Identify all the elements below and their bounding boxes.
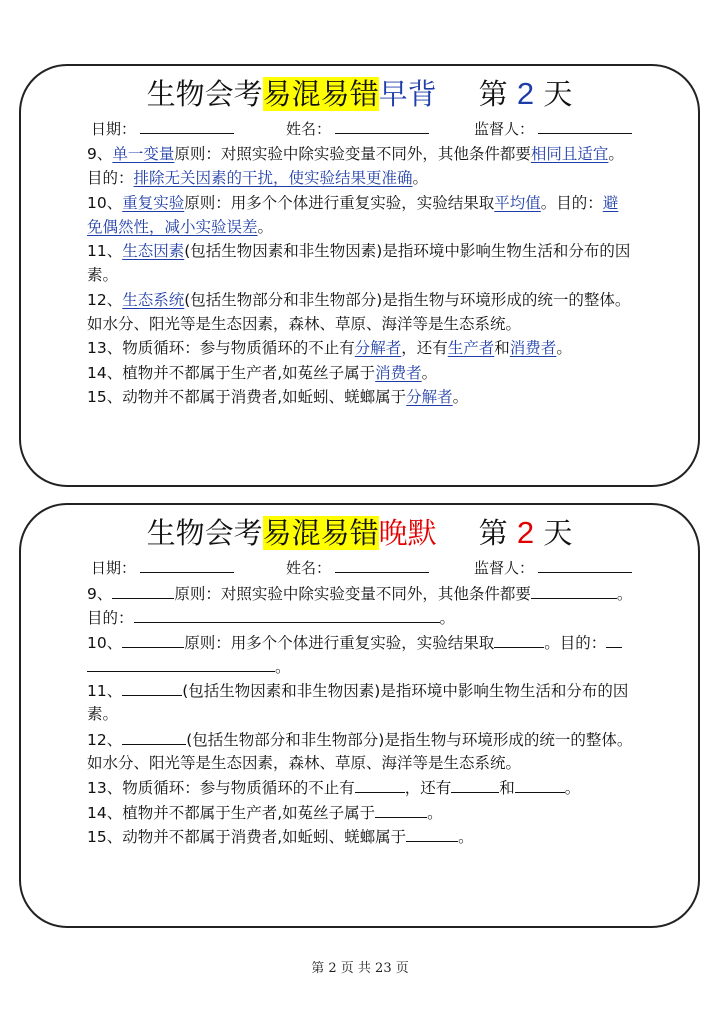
fill-blank[interactable] <box>122 630 184 648</box>
meta-row <box>91 116 651 140</box>
list-item: 14、植物并不都属于生产者,如菟丝子属于 。 <box>87 800 697 824</box>
list-item: 13、物质循环：参与物质循环的不止有 ，还有 和 。 <box>87 775 697 799</box>
list-item: 12、生态系统(包括生物部分和非生物部分)是指生物与环境形成的统一的整体。 <box>87 290 631 309</box>
list-item: 如水分、阳光等是生态因素，森林、草原、海洋等是生态系统。 <box>87 754 522 773</box>
title-highlight: 易混易错 <box>262 516 379 550</box>
fill-blank[interactable] <box>406 824 458 842</box>
meta-row <box>91 555 651 579</box>
list-item: 10、 原则：用多个个体进行重复实验，实验结果取 。目的： <box>87 630 697 654</box>
list-item: 13、物质循环：参与物质循环的不止有分解者，还有生产者和消费者。 <box>87 339 572 358</box>
fill-blank[interactable] <box>375 800 427 818</box>
title-suffix: 晚默 <box>378 516 437 550</box>
name-field[interactable]: 姓名： <box>286 555 429 580</box>
fill-blank[interactable] <box>122 678 182 696</box>
list-item: 12、 (包括生物部分和非生物部分)是指生物与环境形成的统一的整体。 <box>87 727 697 751</box>
fill-blank[interactable] <box>87 654 275 672</box>
list-item: 14、植物并不都属于生产者,如菟丝子属于消费者。 <box>87 363 438 382</box>
fill-blank[interactable] <box>515 775 565 793</box>
list-item: 如水分、阳光等是生态因素，森林、草原、海洋等是生态系统。 <box>87 315 522 334</box>
day-number: 2 <box>516 515 535 550</box>
page-footer: 第 2 页 共 23 页 <box>311 961 409 976</box>
name-field[interactable]: 姓名： <box>286 116 429 141</box>
list-item: 11、 (包括生物因素和非生物因素)是指环境中影响生物生活和分布的因 <box>87 678 697 702</box>
title-prefix: 生物会考 <box>146 77 263 111</box>
list-item: 9、 原则：对照实验中除实验变量不同外，其他条件都要 。 <box>87 581 697 605</box>
fill-blank[interactable] <box>112 581 174 599</box>
list-item: 9、单一变量原则：对照实验中除实验变量不同外，其他条件都要相同且适宜。 <box>87 145 624 163</box>
title-prefix: 生物会考 <box>146 516 263 550</box>
fill-blank[interactable] <box>494 630 544 648</box>
day-label: 第 2 天 <box>478 515 573 550</box>
card-title <box>21 74 698 114</box>
day-number: 2 <box>516 76 535 111</box>
list-item: 15、动物并不都属于消费者,如蚯蚓、蜣螂属于 。 <box>87 824 697 848</box>
title-highlight: 易混易错 <box>262 77 379 111</box>
card-body <box>87 581 697 848</box>
morning-memorize-card <box>19 64 700 487</box>
card-body <box>87 142 697 409</box>
fill-blank[interactable] <box>451 775 499 793</box>
list-item: 11、生态因素(包括生物因素和非生物因素)是指环境中影响生物生活和分布的因 <box>87 242 631 261</box>
fill-blank[interactable] <box>606 630 622 648</box>
supervisor-field[interactable]: 监督人： <box>474 116 632 141</box>
list-item: 。 <box>87 654 697 678</box>
list-item: 目的： 。 <box>87 605 697 629</box>
fill-blank[interactable] <box>134 605 440 623</box>
supervisor-field[interactable]: 监督人： <box>474 555 632 580</box>
fill-blank[interactable] <box>355 775 405 793</box>
date-field[interactable]: 日期： <box>91 116 234 141</box>
list-item: 目的：排除无关因素的干扰，使实验结果更准确。 <box>87 169 429 188</box>
title-suffix: 早背 <box>378 77 437 111</box>
date-field[interactable]: 日期： <box>91 555 234 580</box>
card-title <box>21 513 698 553</box>
fill-blank[interactable] <box>122 727 186 745</box>
list-item: 10、重复实验原则：用多个个体进行重复实验，实验结果取平均值。目的：避 <box>87 193 619 212</box>
list-item: 素。 <box>87 705 119 724</box>
list-item: 15、动物并不都属于消费者,如蚯蚓、蜣螂属于分解者。 <box>87 387 469 406</box>
fill-blank[interactable] <box>531 581 617 599</box>
list-item: 免偶然性，减小实验误差。 <box>87 217 274 236</box>
day-label: 第 2 天 <box>478 76 573 111</box>
evening-recite-card <box>19 503 700 928</box>
list-item: 素。 <box>87 266 119 285</box>
